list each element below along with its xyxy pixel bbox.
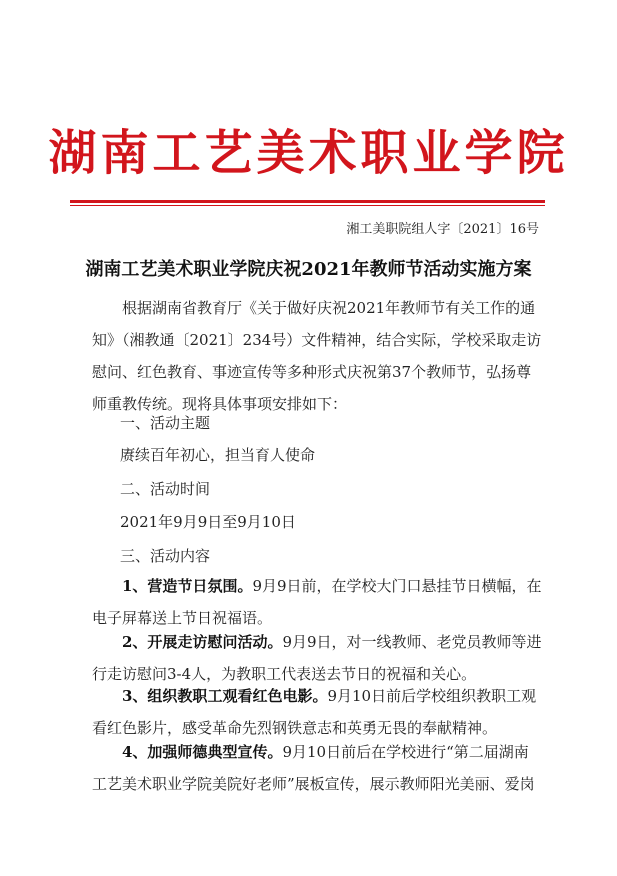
- document-title: 湖南工艺美术职业学院庆祝2021年教师节活动实施方案: [85, 259, 532, 280]
- time-text: 2021年9月9日至9月10日: [120, 513, 296, 531]
- activity-item-lead: 2、开展走访慰问活动。: [122, 633, 283, 651]
- activity-item: [92, 736, 542, 800]
- activity-item-lead: 3、组织教职工观看红色电影。: [122, 687, 328, 705]
- section-heading-content: 三、活动内容: [120, 547, 211, 565]
- activity-item-text: 9月10日前后在学校进行“第二届湖南工艺美术职业学院美院好老师”展板宣传，展示教师阳光美丽、爱岗: [92, 743, 535, 793]
- intro-paragraph: 根据湖南省教育厅《关于做好庆祝2021年教师节有关工作的通知》（湘教通〔2021〕234号）文件精神，结合实际，学校采取走访慰问、红色教育、事迹宣传等多种形式庆祝第37个教师节，弘扬尊师重教传统。现将具体事项安排如下：: [92, 299, 542, 413]
- red-header-rule-thin: [70, 205, 545, 206]
- institution-masthead: 湖南工艺美术职业学院: [48, 125, 569, 181]
- activity-item: [92, 680, 542, 744]
- activity-item-text: 9月9日，对一线教师、老党员教师等进行走访慰问3-4人，为教职工代表送去节日的祝福和关心。: [92, 633, 542, 683]
- activity-item-text: 9月10日前后学校组织教职工观看红色影片，感受革命先烈钢铁意志和英勇无畏的奉献精神。: [92, 687, 537, 737]
- theme-text: 赓续百年初心，担当育人使命: [120, 446, 316, 464]
- activity-item-text: 9月9日前，在学校大门口悬挂节日横幅，在电子屏幕送上节日祝福语。: [92, 577, 542, 627]
- activity-item: [92, 570, 542, 634]
- section-heading-time: 二、活动时间: [120, 480, 211, 498]
- document-number: 湘工美职院组人字〔2021〕16号: [346, 222, 539, 237]
- red-header-rule: [70, 200, 545, 203]
- section-heading-theme: 一、活动主题: [120, 414, 211, 432]
- activity-item-lead: 1、营造节日氛围。: [122, 577, 253, 595]
- activity-item-lead: 4、加强师德典型宣传。: [122, 743, 283, 761]
